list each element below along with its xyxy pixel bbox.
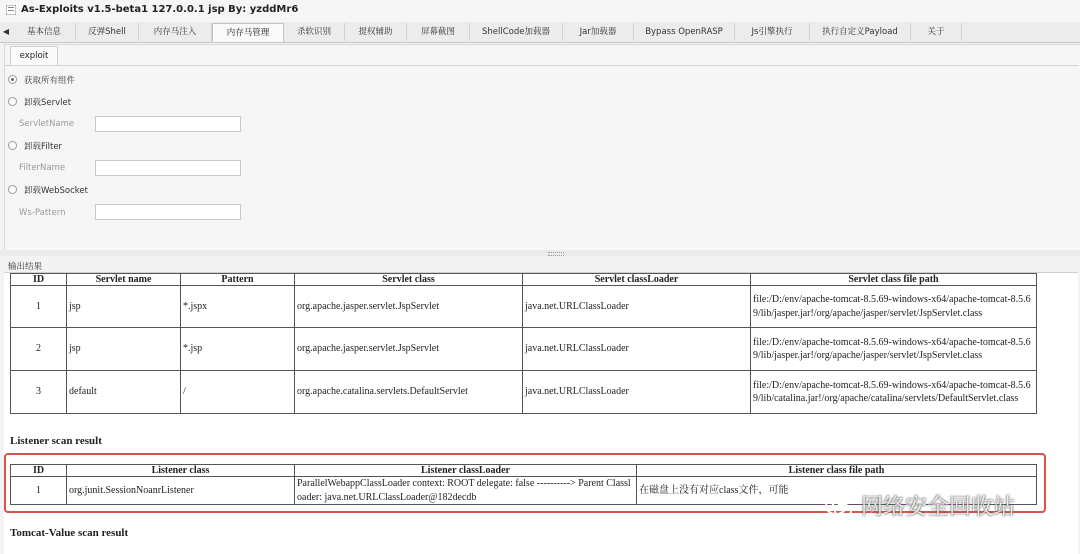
subtab-divider bbox=[5, 65, 1079, 66]
table-cell: jsp bbox=[67, 328, 181, 371]
get-all-label: 获取所有组件 bbox=[24, 76, 76, 86]
unload-websocket-label: 卸载WebSocket bbox=[24, 186, 88, 196]
table-cell: java.net.URLClassLoader bbox=[523, 371, 751, 414]
col-listener-class: Listener class bbox=[67, 465, 295, 477]
table-cell: *.jspx bbox=[181, 286, 295, 328]
tab-av-detect[interactable]: 杀软识别 bbox=[284, 23, 345, 41]
tab-scroll-left-icon[interactable]: ◀ bbox=[2, 27, 10, 36]
tab-about[interactable]: 关于 bbox=[911, 23, 962, 41]
table-row bbox=[11, 328, 1037, 371]
table-cell: 3 bbox=[11, 371, 67, 414]
title-bar bbox=[0, 0, 1080, 23]
tab-bypass-openrasp[interactable]: Bypass OpenRASP bbox=[634, 23, 735, 41]
table-cell: file:/D:/env/apache-tomcat-8.5.69-windows-x64/apache-tomcat-8.5.69/lib/jasper.jar!/org/apache/jasper/servlet/JspServlet.class bbox=[751, 328, 1037, 371]
ws-pattern-input[interactable] bbox=[95, 204, 241, 220]
filter-name-input[interactable] bbox=[95, 160, 241, 176]
table-cell: ParallelWebappClassLoader context: ROOT delegate: false ----------> Parent Classloader: java.net.URLClassLoader@182decdb bbox=[295, 477, 637, 505]
watermark-text: 网络安全回收站 bbox=[861, 495, 1016, 520]
watermark bbox=[824, 493, 1054, 523]
window-title: As-Exploits v1.5-beta1 127.0.0.1 jsp By: yzddMr6 bbox=[21, 4, 299, 15]
table-cell: default bbox=[67, 371, 181, 414]
table-cell: / bbox=[181, 371, 295, 414]
panel-splitter[interactable] bbox=[0, 250, 1080, 256]
table-cell: org.junit.SessionNoanrListener bbox=[67, 477, 295, 505]
col-pattern: Pattern bbox=[181, 274, 295, 286]
table-cell: file:/D:/env/apache-tomcat-8.5.69-windows-x64/apache-tomcat-8.5.69/lib/jasper.jar!/org/apache/jasper/servlet/JspServlet.class bbox=[751, 286, 1037, 328]
exploit-panel bbox=[4, 44, 1080, 251]
main-tab-bar bbox=[0, 22, 1080, 43]
tab-jar-loader[interactable]: Jar加载器 bbox=[563, 23, 634, 41]
tomcat-value-section-title: Tomcat-Value scan result bbox=[10, 527, 129, 539]
listener-section-title: Listener scan result bbox=[10, 435, 102, 447]
col-listener-id: ID bbox=[11, 465, 67, 477]
table-cell: org.apache.catalina.servlets.DefaultServlet bbox=[295, 371, 523, 414]
table-cell: 在磁盘上没有对应class文件，可能 bbox=[637, 477, 1037, 505]
tab-shellcode-loader[interactable]: ShellCode加载器 bbox=[470, 23, 563, 41]
table-row bbox=[11, 371, 1037, 414]
col-id: ID bbox=[11, 274, 67, 286]
servlet-name-label: ServletName bbox=[19, 119, 75, 129]
col-servlet-name: Servlet name bbox=[67, 274, 181, 286]
col-listener-class-file-path: Listener class file path bbox=[637, 465, 1037, 477]
filter-name-label: FilterName bbox=[19, 163, 66, 173]
table-cell: java.net.URLClassLoader bbox=[523, 328, 751, 371]
wechat-icon bbox=[824, 495, 854, 521]
table-cell: 2 bbox=[11, 328, 67, 371]
ws-pattern-label: Ws-Pattern bbox=[19, 208, 66, 218]
table-cell: java.net.URLClassLoader bbox=[523, 286, 751, 328]
col-servlet-class-file-path: Servlet class file path bbox=[751, 274, 1037, 286]
table-cell: org.apache.jasper.servlet.JspServlet bbox=[295, 286, 523, 328]
servlet-table bbox=[10, 273, 1037, 414]
tab-screenshot[interactable]: 屏幕截图 bbox=[407, 23, 470, 41]
output-area bbox=[4, 273, 1078, 554]
unload-filter-label: 卸载Filter bbox=[24, 142, 63, 152]
radio-get-all[interactable] bbox=[8, 75, 17, 84]
app-icon bbox=[6, 5, 16, 15]
table-cell: org.apache.jasper.servlet.JspServlet bbox=[295, 328, 523, 371]
tab-js-engine[interactable]: Js引擎执行 bbox=[735, 23, 810, 41]
col-servlet-classloader: Servlet classLoader bbox=[523, 274, 751, 286]
subtab-exploit[interactable]: exploit bbox=[10, 46, 58, 65]
table-row bbox=[11, 286, 1037, 328]
tab-memshell-inject[interactable]: 内存马注入 bbox=[139, 23, 212, 41]
tab-memshell-manage[interactable]: 内存马管理 bbox=[212, 23, 284, 42]
output-label: 输出结果 bbox=[8, 262, 43, 272]
table-cell: 1 bbox=[11, 286, 67, 328]
tab-custom-payload[interactable]: 执行自定义Payload bbox=[810, 23, 911, 41]
table-cell: 1 bbox=[11, 477, 67, 505]
radio-unload-servlet[interactable] bbox=[8, 97, 17, 106]
splitter-grip-icon[interactable] bbox=[548, 252, 564, 256]
servlet-table-header bbox=[11, 274, 1037, 286]
col-servlet-class: Servlet class bbox=[295, 274, 523, 286]
servlet-name-input[interactable] bbox=[95, 116, 241, 132]
tab-privesc[interactable]: 提权辅助 bbox=[345, 23, 407, 41]
tab-reverse-shell[interactable]: 反弹Shell bbox=[76, 23, 139, 41]
table-cell: *.jsp bbox=[181, 328, 295, 371]
radio-unload-filter[interactable] bbox=[8, 141, 17, 150]
table-cell: jsp bbox=[67, 286, 181, 328]
tab-basic-info[interactable]: 基本信息 bbox=[13, 23, 76, 41]
unload-servlet-label: 卸载Servlet bbox=[24, 98, 72, 108]
col-listener-classloader: Listener classLoader bbox=[295, 465, 637, 477]
radio-unload-websocket[interactable] bbox=[8, 185, 17, 194]
table-cell: file:/D:/env/apache-tomcat-8.5.69-windows-x64/apache-tomcat-8.5.69/lib/catalina.jar!/org/apache/catalina/servlets/DefaultServlet.class bbox=[751, 371, 1037, 414]
